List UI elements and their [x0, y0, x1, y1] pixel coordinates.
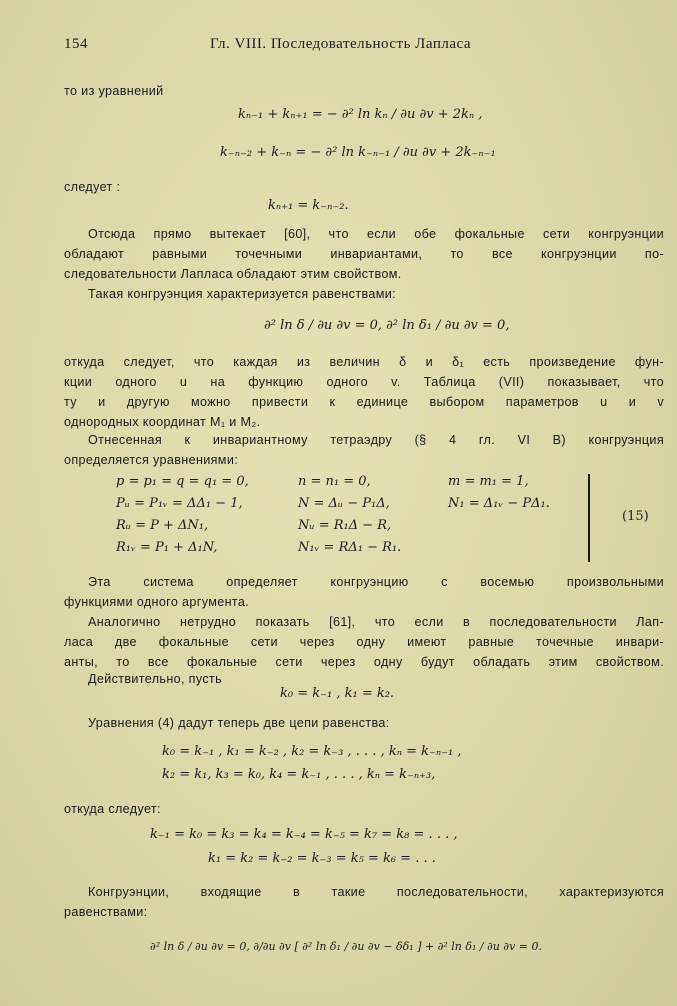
- equation-number: (15): [622, 509, 649, 524]
- equation-3: ∂² ln δ / ∂u ∂v = 0, ∂² ln δ₁ / ∂u ∂v = 0,: [264, 318, 510, 333]
- equation-7: ∂² ln δ / ∂u ∂v = 0, ∂/∂u ∂v [ ∂² ln δ₁ / ∂u ∂v − δδ₁ ] + ∂² ln δ₁ / ∂u ∂v = 0.: [150, 940, 542, 953]
- equation-4: k₀ = k₋₁ , k₁ = k₂.: [280, 686, 395, 701]
- text-line: то из уравнений: [64, 84, 164, 98]
- text-line: следует :: [64, 180, 121, 194]
- paragraph: Эта система определяет конгруэнцию с восемью произвольными функциями одного аргумента.: [64, 575, 664, 609]
- paragraph: Отнесенная к инвариантному тетраэдру (§ 4 гл. VI B) конгруэнция определяется уравнениями:: [64, 433, 664, 467]
- equation-1b: k₋ₙ₋₂ + k₋ₙ = − ∂² ln k₋ₙ₋₁ / ∂u ∂v + 2k₋ₙ₋₁: [220, 145, 496, 160]
- equation-5b: k₂ = k₁, k₃ = k₀, k₄ = k₋₁ , . . . , kₙ = k₋ₙ₊₃,: [162, 767, 436, 782]
- text-line: Такая конгруэнция характеризуется равенствами:: [88, 287, 396, 301]
- running-title: Гл. VIII. Последовательность Лапласа: [210, 36, 471, 52]
- paragraph: Аналогично нетрудно показать [61], что если в последовательности Лап- ласа две фокальные сети через одну имеют равные точечные инвари- анты, то все фокальные сети через одну будут обладать этим свойством.: [64, 615, 664, 669]
- text-line: Уравнения (4) дадут теперь две цепи равенства:: [88, 716, 390, 730]
- equation-1a: kₙ₋₁ + kₙ₊₁ = − ∂² ln kₙ / ∂u ∂v + 2kₙ ,: [238, 107, 483, 122]
- text-line: откуда следует:: [64, 802, 161, 816]
- equation-6a: k₋₁ = k₀ = k₃ = k₄ = k₋₄ = k₋₅ = k₇ = k₈ = . . . ,: [150, 827, 458, 842]
- text-line: Действительно, пусть: [88, 672, 223, 686]
- paragraph: Конгруэнции, входящие в такие последовательности, характеризуются равенствами:: [64, 885, 664, 919]
- system-bracket: [588, 474, 590, 562]
- paragraph: Отсюда прямо вытекает [60], что если обе фокальные сети конгруэнции обладают равными точечными инвариантами, то все конгруэнции по- следовательности Лапласа обладают этим свойством.: [64, 227, 664, 281]
- equation-6b: k₁ = k₂ = k₋₂ = k₋₃ = k₅ = k₆ = . . .: [208, 851, 436, 866]
- paragraph: откуда следует, что каждая из величин δ и δ₁ есть произведение фун- кции одного u на функцию одного v. Таблица (VII) показывает, что ту и другую можно привести к единице выбором параметров u и v однородных координат M₁ и M₂.: [64, 355, 664, 429]
- equation-5a: k₀ = k₋₁ , k₁ = k₋₂ , k₂ = k₋₃ , . . . , kₙ = k₋ₙ₋₁ ,: [162, 744, 462, 759]
- page-number: 154: [64, 36, 88, 52]
- equation-2: kₙ₊₁ = k₋ₙ₋₂.: [268, 198, 349, 213]
- book-page: 154 Гл. VIII. Последовательность Лапласа то из уравнений kₙ₋₁ + kₙ₊₁ = − ∂² ln kₙ / ∂u ∂v + 2kₙ , k₋ₙ₋₂ + k₋ₙ = − ∂² ln k₋ₙ₋₁ / ∂u ∂v + 2k₋ₙ₋₁ следует : kₙ₊₁ = k₋ₙ₋₂. Отсюда прямо вытекает [60], что если обе фокальные сети конгруэнции обладают равными точечными инвариантами, то все конгруэнции по- следовательности Лапласа обладают этим свойством. Такая конгруэнция характеризуется равенствами: ∂² ln δ / ∂u ∂v = 0, ∂² ln δ₁ / ∂u ∂v = 0, откуда следует, что каждая из величин δ и δ₁ есть произведение фун- кции одного u на функцию одного v. Таблица (VII) показывает, что ту и другую можно привести к единице выбором параметров u и v однородных координат M₁ и M₂. Отнесенная к инвариантному тетраэдру (§ 4 гл. VI B) конгруэнция определяется уравнениями: p = p₁ = q = q₁ = 0, n = n₁ = 0, m = m₁ = 1, Pᵤ = P₁ᵥ = ΔΔ₁ − 1, N = Δᵤ − P₁Δ, N₁ = Δ₁ᵥ − PΔ₁. Rᵤ = P + ΔN₁, Nᵤ = R₁Δ − R, R₁ᵥ = P₁ + Δ₁N, N₁ᵥ = RΔ₁ − R₁. (15) Эта система определяет конгруэнцию с восемью произвольными функциями одного аргумента. Аналогично нетрудно показать [61], что если в последовательности Лап- ласа две фокальные сети через одну имеют равные точечные инвари- анты, то все фокальные сети через одну будут обладать этим свойством. Действительно, пусть k₀ = k₋₁ , k₁ = k₂. Уравнения (4) дадут теперь две цепи равенства: k₀ = k₋₁ , k₁ = k₋₂ , k₂ = k₋₃ , . . . , kₙ = k₋ₙ₋₁ , k₂ = k₁, k₃ = k₀, k₄ = k₋₁ , . . . , kₙ = k₋ₙ₊₃, откуда следует: k₋₁ = k₀ = k₃ = k₄ = k₋₄ = k₋₅ = k₇ = k₈ = . . . , k₁ = k₂ = k₋₂ = k₋₃ = k₅ = k₆ = . . . Конгруэнции, входящие в такие последовательности, характеризуются равенствами: ∂² ln δ / ∂u ∂v = 0, ∂/∂u ∂v [ ∂² ln δ₁ / ∂u ∂v − δδ₁ ] + ∂² ln δ₁ / ∂u ∂v = 0.: [0, 0, 677, 1006]
